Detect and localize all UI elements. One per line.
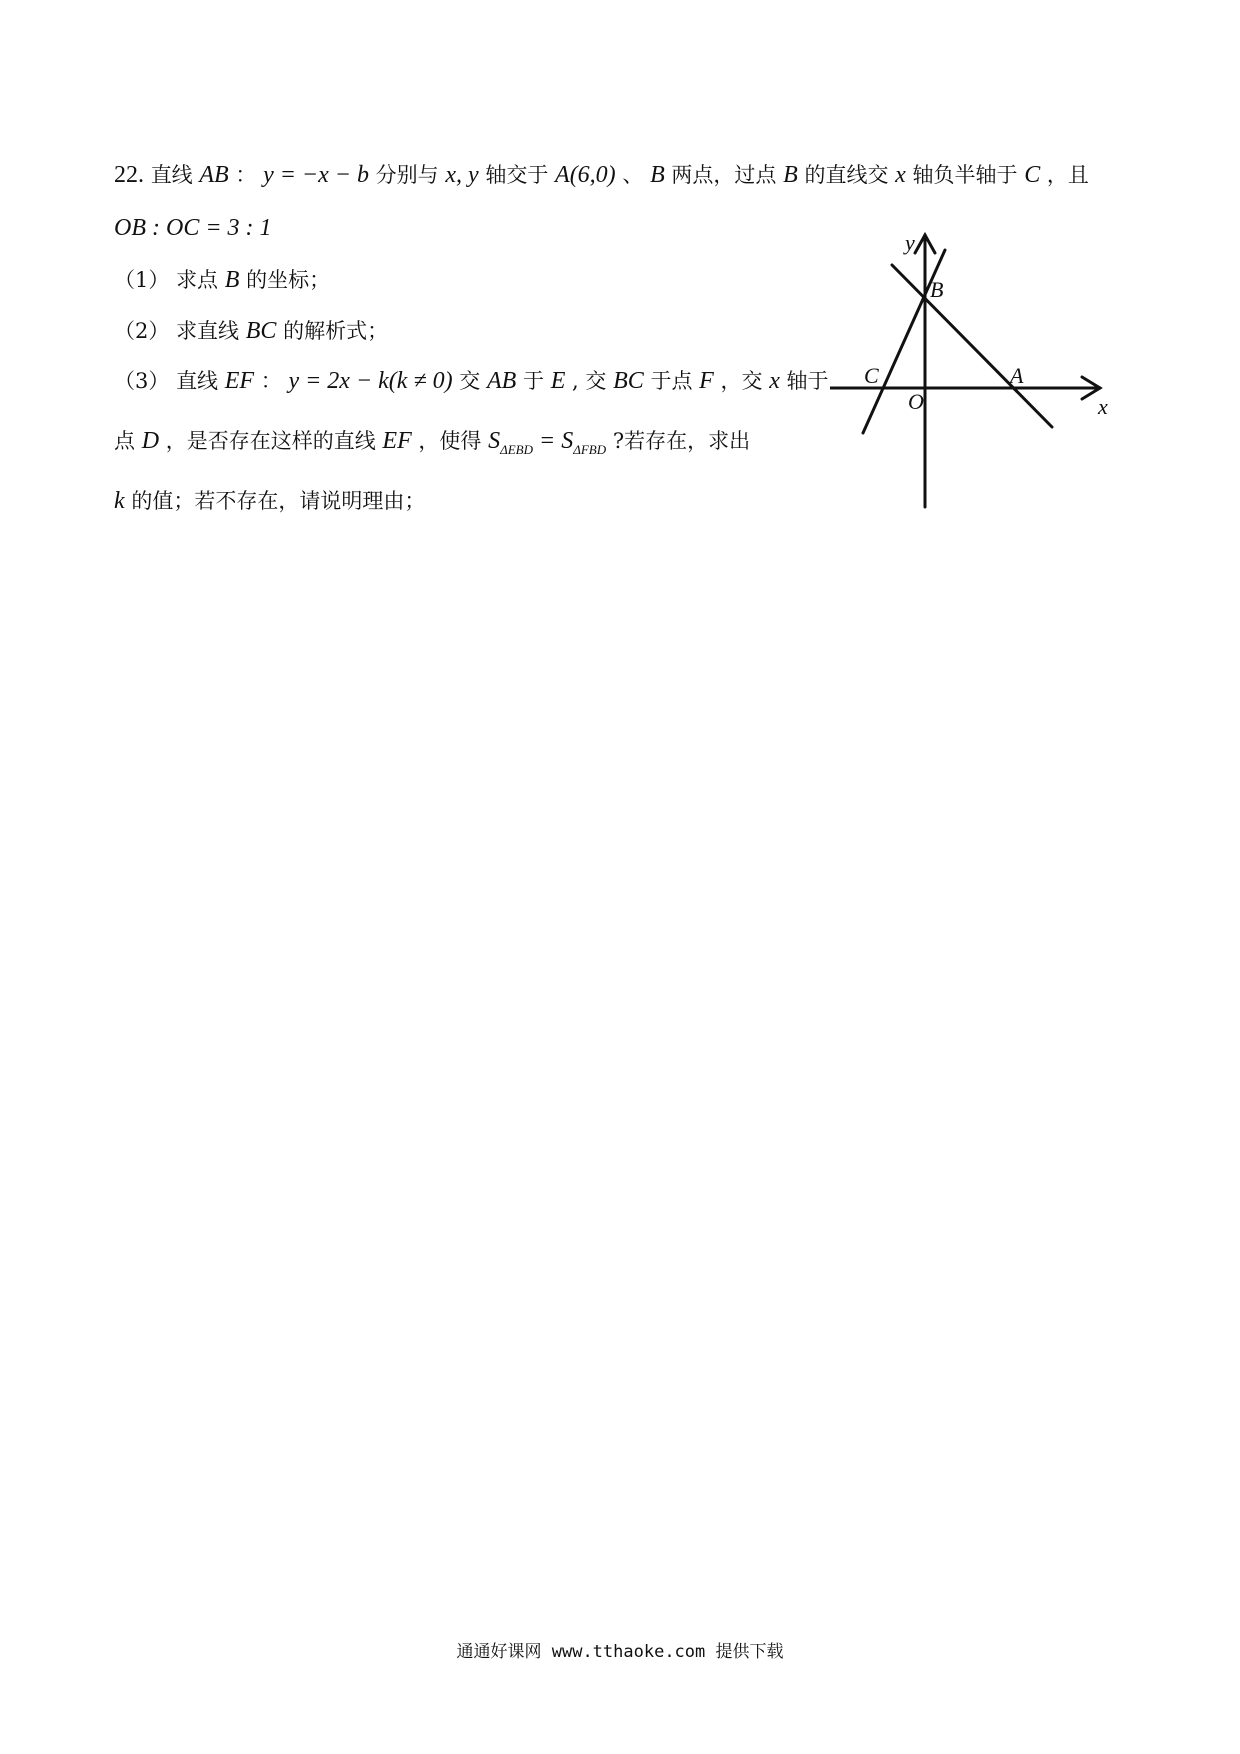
- text: 两点，过点: [671, 163, 777, 187]
- label-y: y: [905, 230, 915, 255]
- text: ，交: [720, 369, 763, 393]
- math-x: x: [895, 162, 906, 188]
- math-f: F: [699, 368, 714, 394]
- math-b: B: [650, 162, 665, 188]
- question-3: [114, 366, 829, 396]
- question-3-line-2: [114, 426, 750, 465]
- text: 求直线: [176, 319, 240, 343]
- text: 轴于: [786, 369, 829, 393]
- math-equation: y = −x − b: [263, 162, 369, 188]
- problem-line-1: [114, 160, 1089, 190]
- label-o: O: [908, 389, 924, 414]
- math-subscript: ΔFBD: [573, 441, 607, 457]
- math-d: D: [141, 428, 160, 454]
- math-ab: AB: [486, 368, 517, 394]
- text: 轴负半轴于: [912, 163, 1018, 187]
- math-subscript: ΔEBD: [500, 441, 534, 457]
- math-equation: y = 2x − k(k ≠ 0): [288, 368, 453, 394]
- question-label: （3）: [114, 369, 170, 393]
- math-c: C: [1024, 162, 1041, 188]
- text: 于点: [650, 369, 693, 393]
- text: ：: [260, 369, 282, 393]
- footer-source: 通通好课网 www.tthaoke.com 提供下载: [456, 1642, 784, 1662]
- question-3-line-3: [114, 486, 425, 516]
- math-area-fbd: [561, 428, 607, 457]
- math-bc: BC: [245, 318, 277, 344]
- text: 直线: [150, 163, 193, 187]
- math-s: S: [561, 428, 574, 454]
- math-k: k: [114, 488, 125, 514]
- problem-line-2: [114, 213, 272, 243]
- math-ef: EF: [224, 368, 255, 394]
- text: 于: [523, 369, 544, 393]
- math-ef: EF: [382, 428, 412, 454]
- text: 的坐标；: [246, 268, 331, 292]
- problem-number: 22.: [114, 162, 144, 188]
- math-b: B: [224, 267, 240, 293]
- text: 交: [459, 369, 481, 393]
- math-x: x: [769, 368, 780, 394]
- math-xy: x, y: [445, 162, 479, 188]
- math-point-a: A(6,0): [555, 162, 616, 188]
- text: 分别与: [375, 163, 439, 187]
- question-label: （1）: [114, 268, 170, 292]
- label-c: C: [864, 363, 879, 388]
- text: ，且: [1046, 163, 1089, 187]
- text: , 交: [572, 369, 607, 393]
- text: 点: [114, 429, 135, 453]
- math-ratio: OB : OC = 3 : 1: [114, 215, 272, 241]
- text: 求点: [176, 268, 219, 292]
- math-bc: BC: [613, 368, 644, 394]
- text: ，使得: [418, 429, 482, 453]
- text: 的解析式；: [283, 319, 389, 343]
- label-b: B: [930, 277, 944, 302]
- label-a: A: [1010, 363, 1024, 388]
- text: 的直线交: [804, 163, 889, 187]
- text: 、: [622, 163, 644, 187]
- text: 直线: [176, 369, 219, 393]
- math-e: E: [550, 368, 566, 394]
- label-x: x: [1098, 394, 1108, 419]
- question-1: [114, 265, 330, 295]
- text: 轴交于: [485, 163, 549, 187]
- math-equals: =: [533, 428, 562, 454]
- text: ，是否存在这样的直线: [165, 429, 376, 453]
- text: ?若存在，求出: [612, 429, 751, 453]
- math-ab: AB: [199, 162, 229, 188]
- text: ：: [235, 163, 257, 187]
- question-label: （2）: [114, 319, 170, 343]
- math-s: S: [488, 428, 501, 454]
- question-2: [114, 316, 388, 346]
- math-area-ebd: [488, 428, 534, 457]
- math-b: B: [783, 162, 798, 188]
- text: 的值；若不存在，请说明理由；: [131, 489, 426, 513]
- coordinate-figure: [830, 225, 1150, 515]
